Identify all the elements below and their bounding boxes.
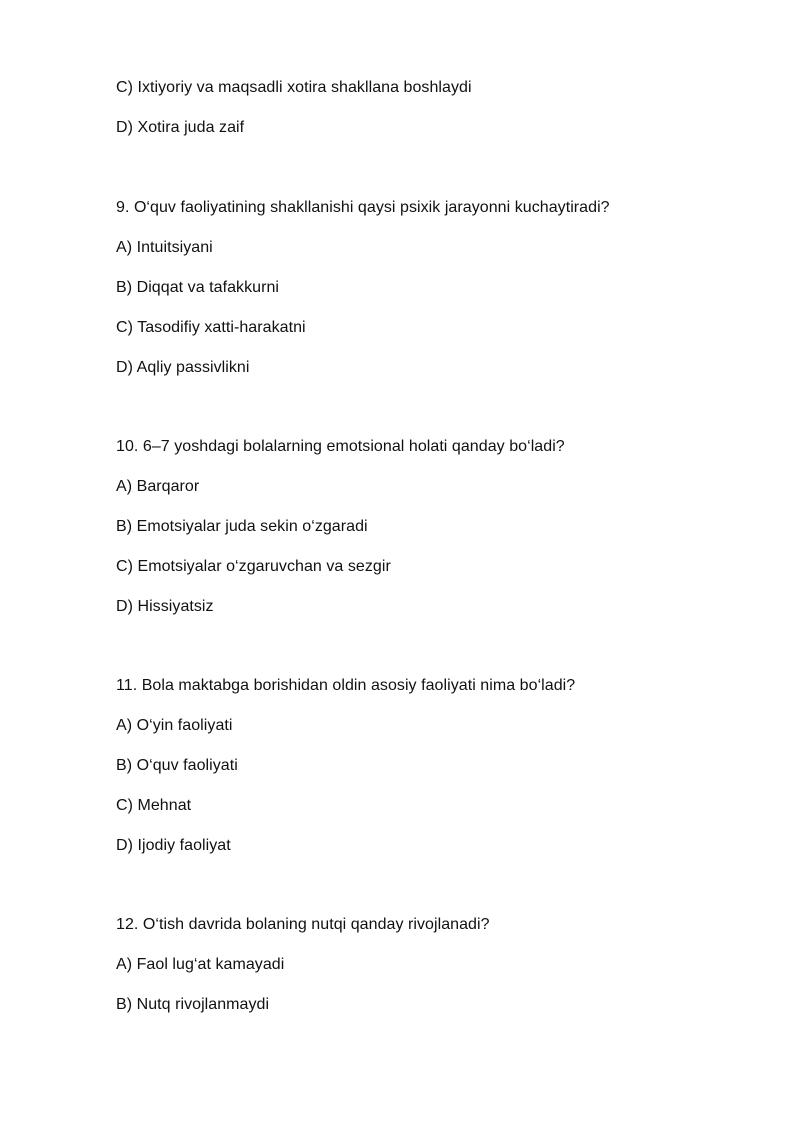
q11-option-b: B) O‘quv faoliyati — [116, 757, 238, 774]
q9-option-d: D) Aqliy passivlikni — [116, 359, 250, 376]
q11-option-d: D) Ijodiy faoliyat — [116, 837, 231, 854]
q10-question: 10. 6–7 yoshdagi bolalarning emotsional holati qanday bo‘ladi? — [116, 438, 565, 455]
q12-question: 12. O‘tish davrida bolaning nutqi qanday rivojlanadi? — [116, 916, 490, 933]
q11-option-c: C) Mehnat — [116, 797, 192, 814]
q9-option-c: C) Tasodifiy xatti-harakatni — [116, 319, 306, 336]
q12-option-a: A) Faol lug‘at kamayadi — [116, 956, 285, 973]
q11-option-a: A) O‘yin faoliyati — [116, 717, 233, 734]
q10-option-b: B) Emotsiyalar juda sekin o‘zgaradi — [116, 518, 368, 535]
q10-option-d: D) Hissiyatsiz — [116, 598, 214, 615]
q10-option-c: C) Emotsiyalar o‘zgaruvchan va sezgir — [116, 558, 391, 575]
q12-option-b: B) Nutq rivojlanmaydi — [116, 996, 270, 1013]
q9-question: 9. O‘quv faoliyatining shakllanishi qaysi psixik jarayonni kuchaytiradi? — [116, 199, 610, 216]
q11-question: 11. Bola maktabga borishidan oldin asosiy faoliyati nima bo‘ladi? — [116, 677, 576, 694]
q9-option-b: B) Diqqat va tafakkurni — [116, 279, 280, 296]
q8-option-c: C) Ixtiyoriy va maqsadli xotira shakllana boshlaydi — [116, 79, 472, 96]
q9-option-a: A) Intuitsiyani — [116, 239, 213, 256]
q8-option-d: D) Xotira juda zaif — [116, 119, 245, 136]
q10-option-a: A) Barqaror — [116, 478, 200, 495]
